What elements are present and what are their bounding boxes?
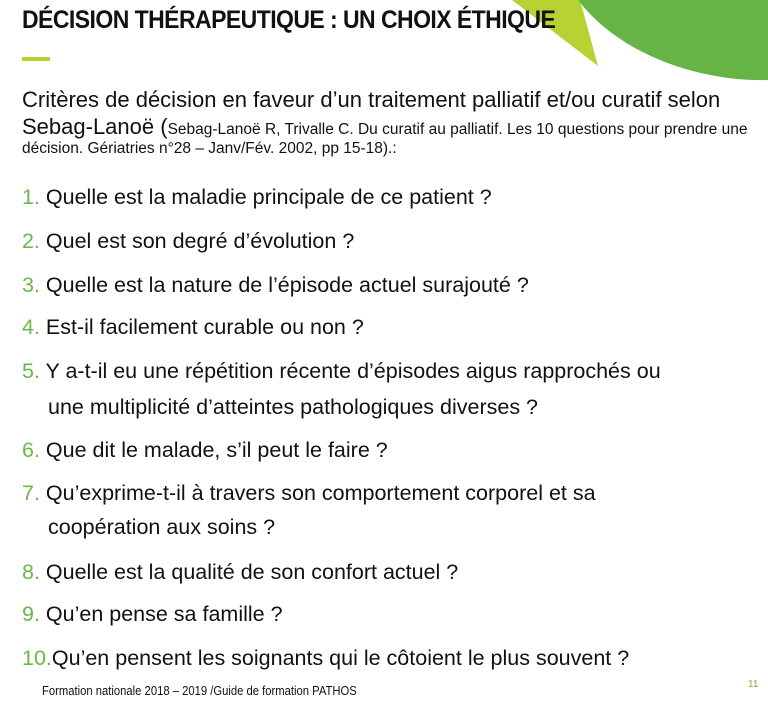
question-number: 3.	[22, 273, 40, 297]
question-10	[22, 640, 722, 676]
question-6	[22, 432, 722, 468]
intro-line: Critères de décision en faveur d’un traitement palliatif et/ou curatif selon	[22, 87, 721, 112]
reference-cont: décision. Gériatries n°28 – Janv/Fév. 2002, pp 15-18).:	[22, 140, 397, 157]
question-8	[22, 554, 722, 590]
question-text: Qu’en pense sa famille ?	[39, 602, 283, 626]
title-underline	[22, 57, 50, 61]
question-5	[22, 353, 722, 425]
question-text: Quelle est la maladie principale de ce patient ?	[39, 185, 492, 209]
question-number: 2.	[22, 229, 40, 253]
question-text: Qu’exprime-t-il à travers son comportement corporel et sa	[39, 481, 596, 505]
question-text: Quel est son degré d’évolution ?	[39, 229, 355, 253]
question-number: 4.	[22, 315, 40, 339]
question-text: Quelle est la qualité de son confort actuel ?	[39, 560, 459, 584]
question-text-cont: coopération aux soins ?	[48, 515, 276, 539]
intro-author: Sebag-Lanoë (	[22, 114, 168, 139]
footer-text: Formation nationale 2018 – 2019 /Guide de formation PATHOS	[42, 684, 357, 698]
question-number: 9.	[22, 602, 40, 626]
question-number: 10.	[22, 646, 52, 670]
intro-text	[22, 86, 752, 159]
slide-title: DÉCISION THÉRAPEUTIQUE : UN CHOIX ÉTHIQUE	[22, 6, 556, 34]
question-1	[22, 179, 722, 215]
question-4	[22, 309, 722, 345]
question-text: Que dit le malade, s’il peut le faire ?	[39, 438, 388, 462]
question-number: 1.	[22, 185, 40, 209]
green-swoosh	[578, 0, 768, 80]
question-9	[22, 596, 722, 632]
question-text-cont: une multiplicité d’atteintes pathologiques diverses ?	[48, 395, 539, 419]
question-number: 6.	[22, 438, 40, 462]
question-text: Est-il facilement curable ou non ?	[39, 315, 364, 339]
question-text: Y a-t-il eu une répétition récente d’épisodes aigus rapprochés ou	[39, 359, 661, 383]
reference: Sebag-Lanoë R, Trivalle C. Du curatif au palliatif. Les 10 questions pour prendre une	[167, 121, 748, 138]
question-3	[22, 267, 722, 303]
question-2	[22, 223, 722, 259]
question-text: Quelle est la nature de l’épisode actuel surajouté ?	[39, 273, 529, 297]
question-number: 5.	[22, 359, 40, 383]
question-text: Qu’en pensent les soignants qui le côtoient le plus souvent ?	[51, 646, 630, 670]
page-number: 11	[748, 679, 759, 690]
question-7	[22, 475, 722, 545]
question-number: 8.	[22, 560, 40, 584]
question-number: 7.	[22, 481, 40, 505]
